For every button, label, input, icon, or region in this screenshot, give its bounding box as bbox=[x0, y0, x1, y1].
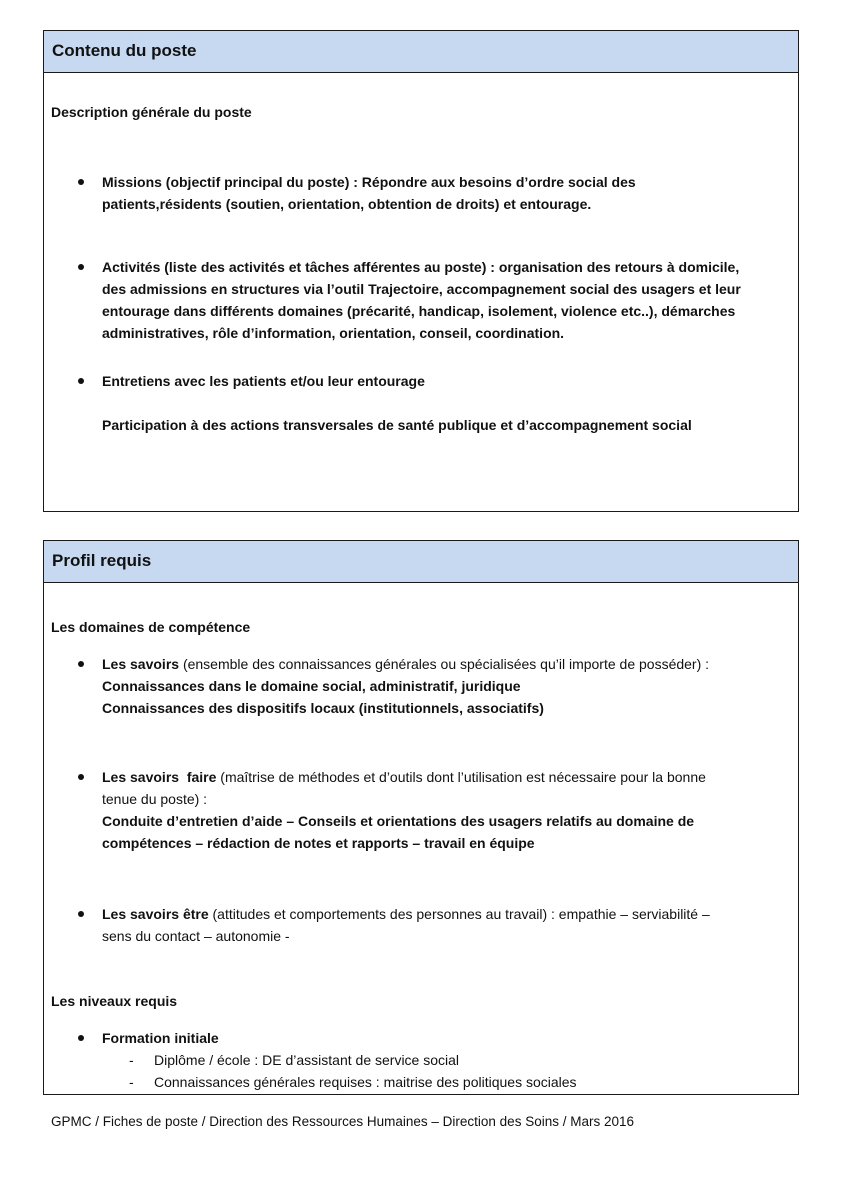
bullet-icon bbox=[78, 378, 84, 384]
bullet-icon bbox=[78, 911, 84, 917]
savoirs-faire-line-4: compétences – rédaction de notes et rapports – travail en équipe bbox=[102, 835, 535, 851]
section-title: Profil requis bbox=[44, 541, 798, 583]
missions-line-2: patients,résidents (soutien, orientation, obtention de droits) et entourage. bbox=[102, 196, 592, 212]
savoirs-desc: (ensemble des connaissances générales ou spécialisées qu’il importe de posséder) : bbox=[179, 656, 710, 672]
activites-line-3: entourage dans différents domaines (précarité, handicap, isolement, violence etc..), démarches bbox=[102, 303, 736, 319]
section-title: Contenu du poste bbox=[44, 31, 798, 73]
savoirs-faire-desc: (maîtrise de méthodes et d’outils dont l’utilisation est nécessaire pour la bonne bbox=[216, 769, 706, 785]
savoirs-line-3: Connaissances des dispositifs locaux (institutionnels, associatifs) bbox=[102, 700, 544, 716]
savoirs-faire-label: Les savoirs faire bbox=[102, 769, 217, 785]
savoirs-faire-line-2: tenue du poste) : bbox=[102, 791, 208, 807]
niveaux-heading: Les niveaux requis bbox=[51, 993, 178, 1009]
activites-line-4: administratives, rôle d’information, orientation, conseil, coordination. bbox=[102, 325, 565, 341]
bullet-icon bbox=[78, 264, 84, 270]
bullet-icon bbox=[78, 1035, 84, 1041]
domaines-heading: Les domaines de compétence bbox=[51, 619, 251, 635]
savoirs-label: Les savoirs bbox=[102, 656, 180, 672]
description-heading: Description générale du poste bbox=[51, 104, 252, 120]
activites-line-2: des admissions en structures via l’outil Trajectoire, accompagnement social des usagers et leur bbox=[102, 281, 741, 297]
dash-icon: - bbox=[129, 1074, 134, 1090]
dash-icon: - bbox=[129, 1052, 134, 1068]
savoirs-etre-label: Les savoirs être bbox=[102, 906, 209, 922]
savoirs-etre-desc: (attitudes et comportements des personnes au travail) : empathie – serviabilité – bbox=[208, 906, 710, 922]
savoirs-line-1 bbox=[102, 653, 709, 675]
savoirs-faire-line-1 bbox=[102, 766, 706, 788]
participation-text: Participation à des actions transversales de santé publique et d’accompagnement social bbox=[102, 417, 692, 433]
page-footer: GPMC / Fiches de poste / Direction des Ressources Humaines – Direction des Soins / Mars 2016 bbox=[51, 1114, 634, 1129]
formation-item-1: Diplôme / école : DE d’assistant de service social bbox=[154, 1052, 460, 1068]
formation-label: Formation initiale bbox=[102, 1030, 219, 1046]
savoirs-line-2: Connaissances dans le domaine social, administratif, juridique bbox=[102, 678, 521, 694]
missions-line-1: Missions (objectif principal du poste) : Répondre aux besoins d’ordre social des bbox=[102, 174, 636, 190]
formation-item-2: Connaissances générales requises : maitrise des politiques sociales bbox=[154, 1074, 577, 1090]
bullet-icon bbox=[78, 179, 84, 185]
savoirs-etre-line-1 bbox=[102, 903, 710, 925]
activites-line-1: Activités (liste des activités et tâches afférentes au poste) : organisation des retours à domicile, bbox=[102, 259, 740, 275]
bullet-icon bbox=[78, 774, 84, 780]
entretiens-text: Entretiens avec les patients et/ou leur entourage bbox=[102, 373, 425, 389]
savoirs-etre-line-2: sens du contact – autonomie - bbox=[102, 928, 290, 944]
bullet-icon bbox=[78, 661, 84, 667]
savoirs-faire-line-3: Conduite d’entretien d’aide – Conseils et orientations des usagers relatifs au domaine de bbox=[102, 813, 695, 829]
